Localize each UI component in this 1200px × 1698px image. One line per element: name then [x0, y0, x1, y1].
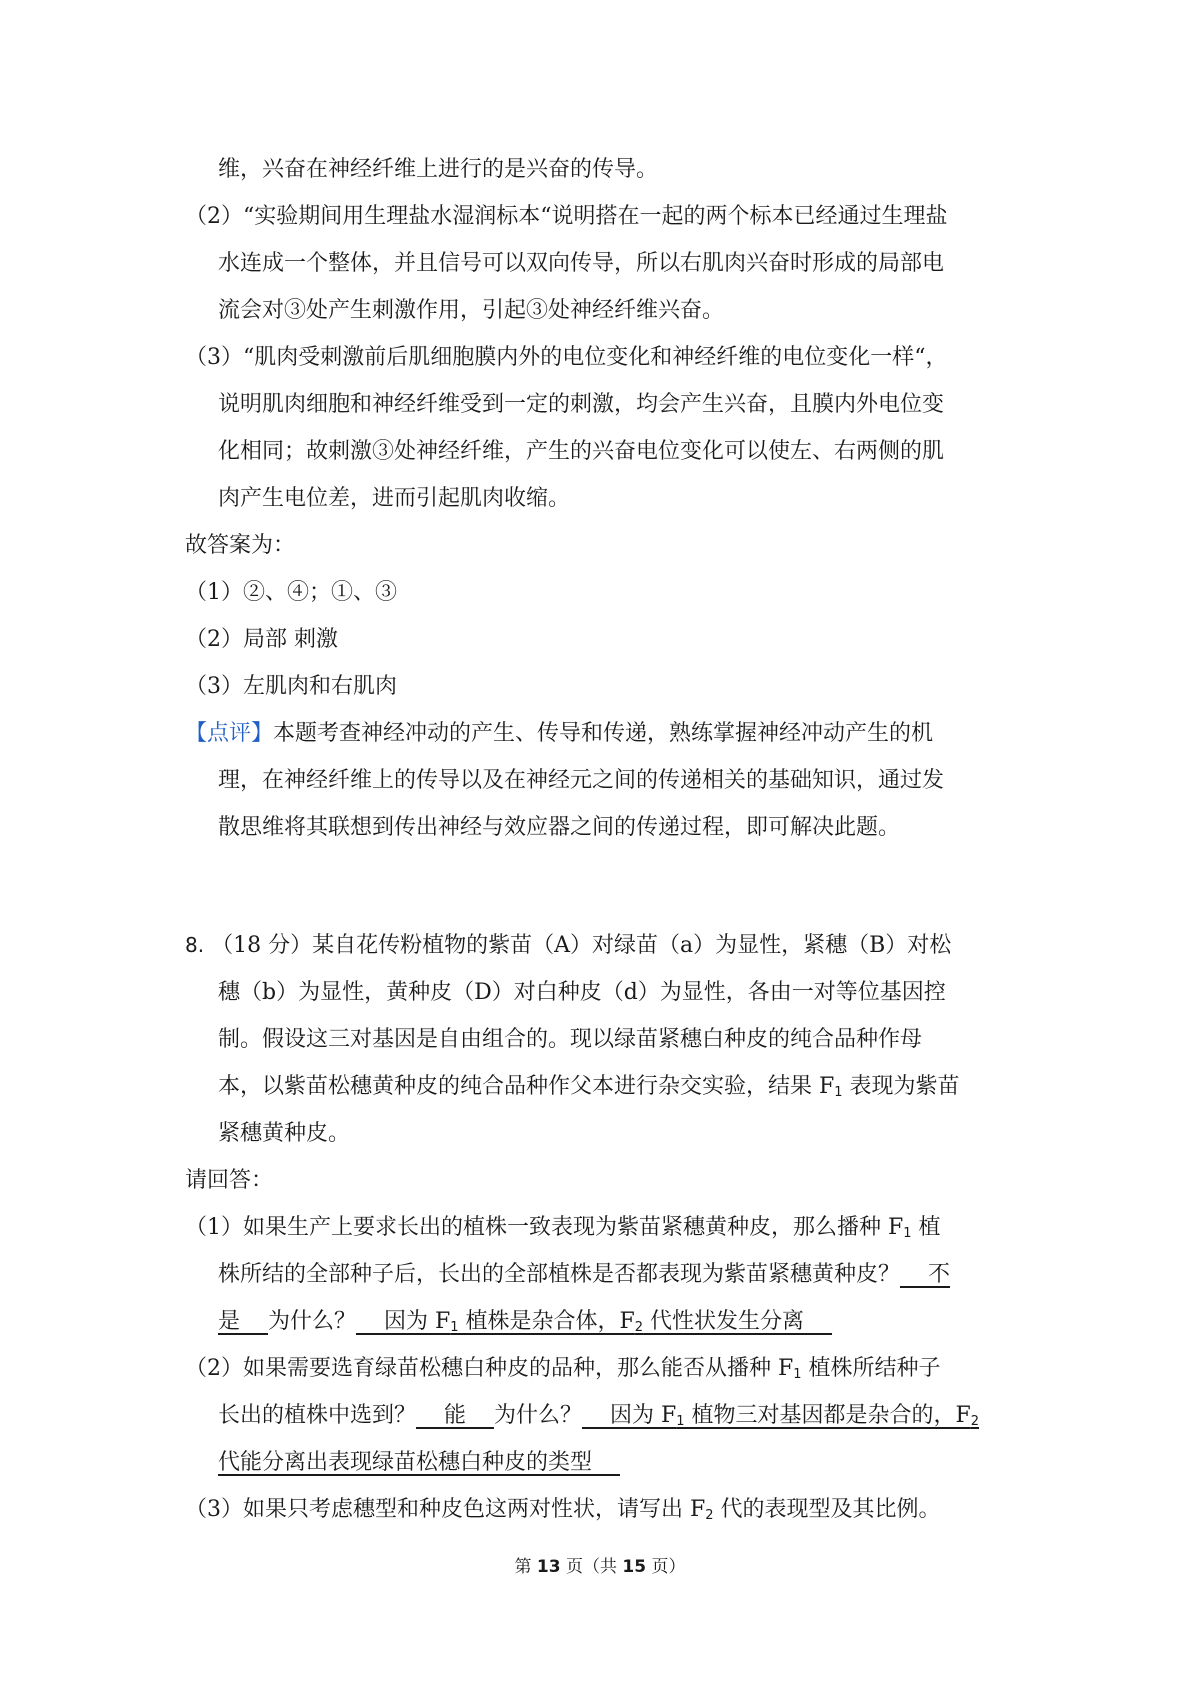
question-score: （18 分）: [211, 933, 313, 958]
filled-answer: 代能分离出表现绿苗松穗白种皮的类型: [218, 1450, 620, 1475]
sub-question-2-line: 长出的植株中选到？ 能 为什么？ 因为 $F_1$ 植物三对基因都是杂合的，$F_2$: [218, 1403, 980, 1429]
question-text: 某自花传粉植物的紫苗（A）对绿苗（a）为显性，紧穗（B）对松: [312, 933, 952, 958]
filled-answer: 不: [900, 1262, 950, 1287]
sub-question-1-line: 株所结的全部种子后，长出的全部植株是否都表现为紫苗紧穗黄种皮？ 不: [218, 1262, 950, 1287]
filled-answer: 因为 $F_1$ 植物三对基因都是杂合的，$F_2$: [581, 1403, 980, 1429]
question-8-line: 紧穗黄种皮。: [218, 1121, 351, 1146]
document-body: [185, 146, 1035, 1533]
answer-part-2-line: 流会对③处产生刺激作用，引起③处神经纤维兴奋。: [218, 298, 725, 323]
question-number: 8.: [185, 933, 205, 957]
section-gap: [185, 851, 1035, 922]
answer-part-2-line: （2）“实验期间用生理盐水湿润标本“说明搭在一起的两个标本已经通过生理盐: [185, 204, 948, 229]
filled-answer: 因为 $F_1$ 植株是杂合体，$F_2$ 代性状发生分离: [356, 1309, 833, 1335]
filled-answer: 能: [416, 1403, 494, 1428]
answer-part-3-line: 化相同；故刺激③处神经纤维，产生的兴奋电位变化可以使左、右两侧的肌: [218, 439, 945, 464]
answer-1: （1）②、④；①、③: [185, 580, 397, 605]
comment-line: 理，在神经纤维上的传导以及在神经元之间的传递相关的基础知识，通过发: [218, 768, 945, 793]
page-number: 13: [536, 1557, 561, 1577]
sub-question-3-line: （3）如果只考虑穗型和种皮色这两对性状，请写出 $F_2$ 代的表现型及其比例。: [185, 1497, 941, 1523]
sub-question-2-line: [185, 1439, 1035, 1486]
question-8-line: [185, 922, 1035, 969]
comment-text: 本题考查神经冲动的产生、传导和传递，熟练掌握神经冲动产生的机: [273, 721, 934, 746]
answer-2: （2）局部 刺激: [185, 627, 338, 652]
question-8-line: 制。假设这三对基因是自由组合的。现以绿苗紧穗白种皮的纯合品种作母: [218, 1027, 923, 1052]
answer-part-3-line: 说明肌肉细胞和神经纤维受到一定的刺激，均会产生兴奋，且膜内外电位变: [218, 392, 945, 417]
text-line: 维，兴奋在神经纤维上进行的是兴奋的传导。: [218, 157, 659, 182]
answer-label: 故答案为：: [185, 533, 296, 558]
answer-part-3-line: （3）“肌肉受刺激前后肌细胞膜内外的电位变化和神经纤维的电位变化一样“，: [185, 345, 948, 370]
question-8-line: 本，以紫苗松穗黄种皮的纯合品种作父本进行杂交实验，结果 $F_1$ 表现为紫苗: [218, 1074, 960, 1100]
page-footer: 第 13 页（共 15 页）: [514, 1557, 686, 1577]
sub-question-1-line: （1）如果生产上要求长出的植株一致表现为紫苗紧穗黄种皮，那么播种 $F_1$ 植: [185, 1215, 941, 1241]
answer-part-3-line: 肉产生电位差，进而引起肌肉收缩。: [218, 486, 571, 511]
comment-line: [185, 710, 1035, 757]
answer-3: （3）左肌肉和右肌肉: [185, 674, 397, 699]
filled-answer: 是: [218, 1309, 268, 1334]
answer-part-2-line: 水连成一个整体，并且信号可以双向传导，所以右肌肉兴奋时形成的局部电: [218, 251, 945, 276]
please-answer-label: 请回答：: [185, 1168, 274, 1193]
comment-tag: 【点评】: [185, 721, 274, 746]
sub-question-1-line: 是 为什么？ 因为 $F_1$ 植株是杂合体，$F_2$ 代性状发生分离: [218, 1309, 833, 1335]
question-8-line: 穗（b）为显性，黄种皮（D）对白种皮（d）为显性，各由一对等位基因控: [218, 980, 946, 1005]
page-total: 15: [622, 1557, 647, 1577]
comment-line: 散思维将其联想到传出神经与效应器之间的传递过程，即可解决此题。: [218, 815, 901, 840]
sub-question-2-line: （2）如果需要选育绿苗松穗白种皮的品种，那么能否从播种 $F_1$ 植株所结种子: [185, 1356, 941, 1382]
